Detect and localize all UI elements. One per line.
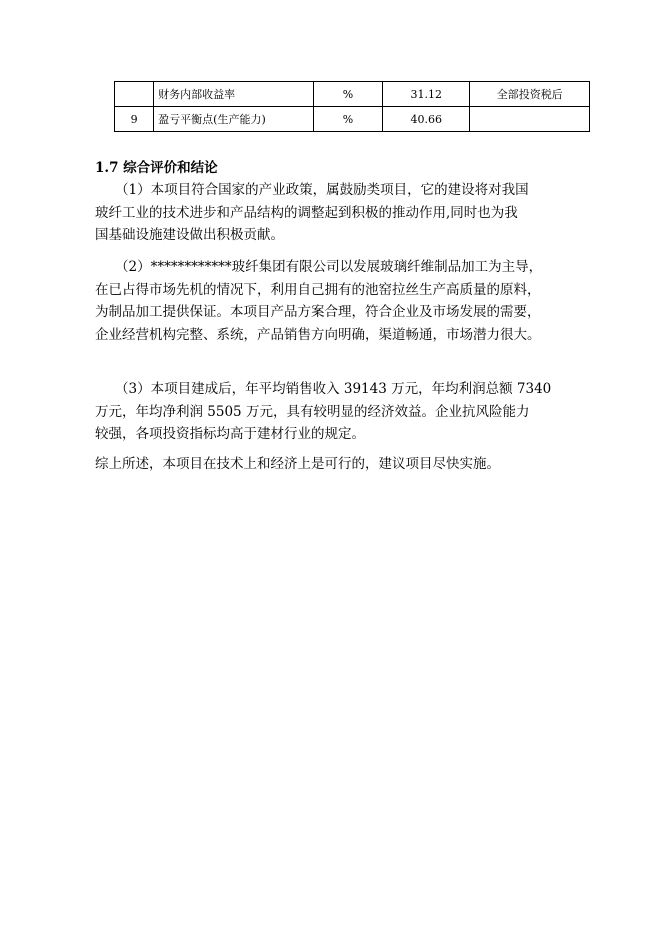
value-cell: 40.66 — [383, 107, 470, 132]
paragraph-line: 较强，各项投资指标均高于建材行业的规定。 — [95, 426, 365, 442]
note-cell — [470, 107, 590, 132]
paragraph-line: （2）************玻纤集团有限公司以发展玻璃纤维制品加工为主导， — [115, 259, 543, 275]
paragraph-line: 国基础设施建设做出积极贡献。 — [95, 227, 284, 243]
paragraph-line: 玻纤工业的技术进步和产品结构的调整起到积极的推动作用,同时也为我 — [95, 204, 518, 221]
table-row — [115, 82, 590, 107]
value-cell: 31.12 — [383, 82, 470, 107]
paragraph-line: 为制品加工提供保证。本项目产品方案合理，符合企业及市场发展的需要， — [95, 304, 541, 320]
paragraph-line: 企业经营机构完整、系统，产品销售方向明确，渠道畅通，市场潜力很大。 — [95, 326, 541, 343]
unit-cell: % — [313, 82, 382, 107]
paragraph-line: 在已占得市场先机的情况下，利用自己拥有的池窑拉丝生产高质量的原料， — [95, 281, 541, 298]
row-number-cell — [115, 82, 154, 107]
paragraph-2 — [95, 256, 607, 346]
unit-cell: % — [313, 107, 382, 132]
indicator-name-cell: 盈亏平衡点(生产能力) — [154, 107, 314, 132]
table-row — [115, 107, 590, 132]
indicator-name-cell: 财务内部收益率 — [154, 82, 314, 107]
section-heading: 1.7 综合评价和结论 — [95, 160, 218, 176]
paragraph-1 — [95, 179, 607, 247]
paragraph-line: 综上所述，本项目在技术上和经济上是可行的，建议项目尽快实施。 — [95, 456, 500, 472]
paragraph-line: 万元，年均净利润 5505 万元，具有较明显的经济效益。企业抗风险能力 — [95, 403, 530, 420]
paragraph-4 — [95, 453, 607, 476]
indicator-table — [114, 81, 590, 132]
row-number-cell: 9 — [115, 107, 154, 132]
paragraph-3 — [95, 378, 607, 446]
paragraph-line: （1）本项目符合国家的产业政策，属鼓励类项目，它的建设将对我国 — [115, 182, 529, 198]
note-cell: 全部投资税后 — [470, 82, 590, 107]
paragraph-line: （3）本项目建成后，年平均销售收入 39143 万元，年均利润总额 7340 — [115, 381, 552, 397]
